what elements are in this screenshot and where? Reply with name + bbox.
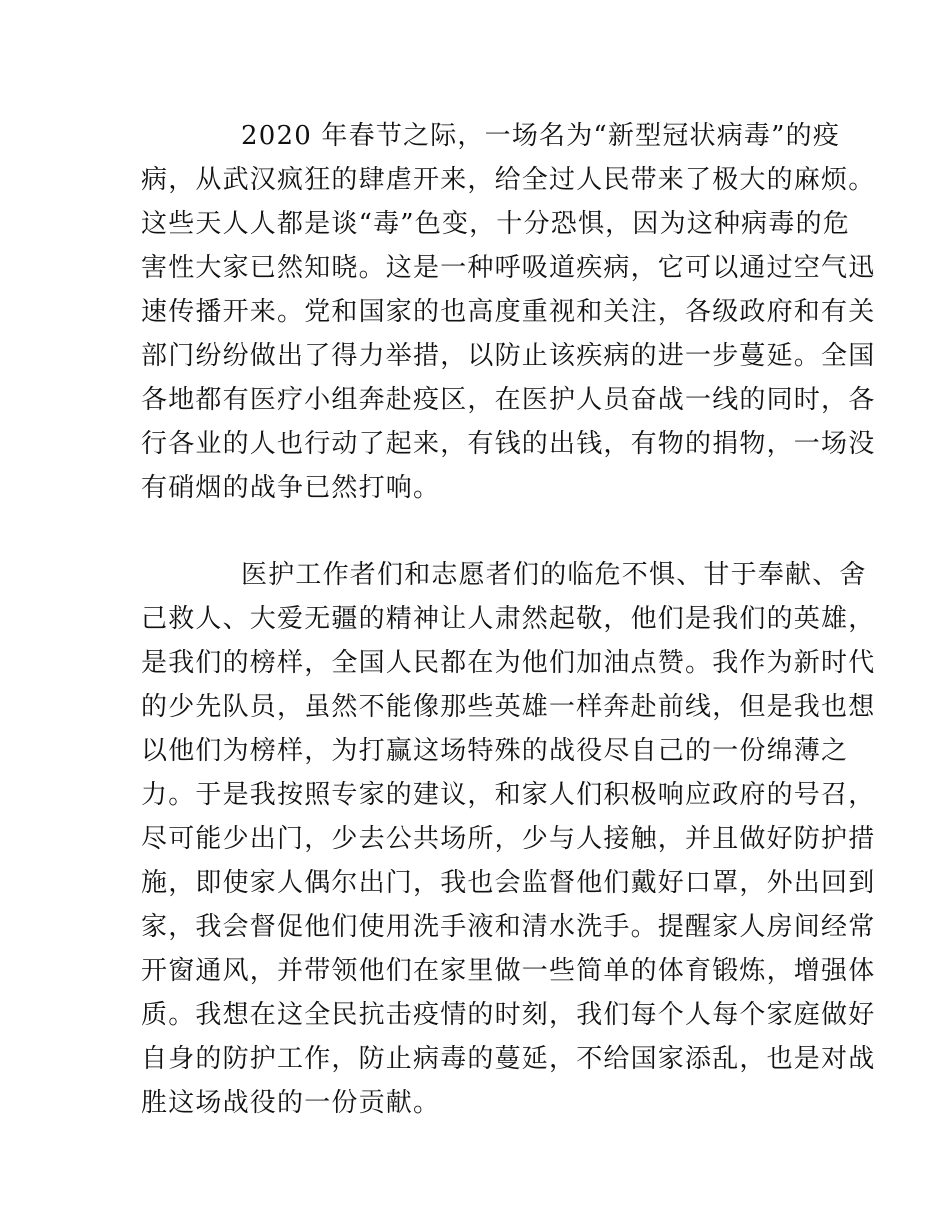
text-line: 这些天人人都是谈“毒”色变，十分恐惧，因为这种病毒的危 (141, 209, 850, 239)
text-line: 害性大家已然知晓。这是一种呼吸道疾病，它可以通过空气迅 (141, 253, 876, 283)
text-line: 己救人、大爱无疆的精神让人肃然起敬，他们是我们的英雄， (141, 604, 876, 634)
text-line: 的少先队员，虽然不能像那些英雄一样奔赴前线，但是我也想 (141, 692, 876, 722)
text-line: 开窗通风，并带领他们在家里做一些简单的体育锻炼，增强体 (141, 956, 876, 986)
text-line: 胜这场战役的一份贡献。 (141, 1088, 441, 1118)
text-line: 医护工作者们和志愿者们的临危不惧、甘于奉献、舍 (241, 560, 867, 590)
text-line: 2020 年春节之际，一场名为“新型冠状病毒”的疫 (241, 121, 841, 151)
text-line: 尽可能少出门，少去公共场所，少与人接触，并且做好防护措 (141, 824, 876, 854)
text-line: 有硝烟的战争已然打响。 (141, 473, 441, 503)
text-line: 行各业的人也行动了起来，有钱的出钱，有物的捐物，一场没 (141, 429, 876, 459)
text-line: 以他们为榜样，为打赢这场特殊的战役尽自己的一份绵薄之 (141, 736, 849, 766)
text-line: 部门纷纷做出了得力举措，以防止该疾病的进一步蔓延。全国 (141, 341, 876, 371)
text-line: 施，即使家人偶尔出门，我也会监督他们戴好口罩，外出回到 (141, 868, 876, 898)
text-line: 各地都有医疗小组奔赴疫区，在医护人员奋战一线的同时，各 (141, 385, 876, 415)
text-line: 家，我会督促他们使用洗手液和清水洗手。提醒家人房间经常 (141, 912, 876, 942)
text-line: 力。于是我按照专家的建议，和家人们积极响应政府的号召， (141, 780, 876, 810)
text-line: 速传播开来。党和国家的也高度重视和关注，各级政府和有关 (141, 297, 876, 327)
text-line: 质。我想在这全民抗击疫情的时刻，我们每个人每个家庭做好 (141, 1000, 876, 1030)
text-line: 病，从武汉疯狂的肆虐开来，给全过人民带来了极大的麻烦。 (141, 165, 876, 195)
text-line: 是我们的榜样，全国人民都在为他们加油点赞。我作为新时代 (141, 648, 876, 678)
text-line: 自身的防护工作，防止病毒的蔓延，不给国家添乱，也是对战 (141, 1044, 876, 1074)
